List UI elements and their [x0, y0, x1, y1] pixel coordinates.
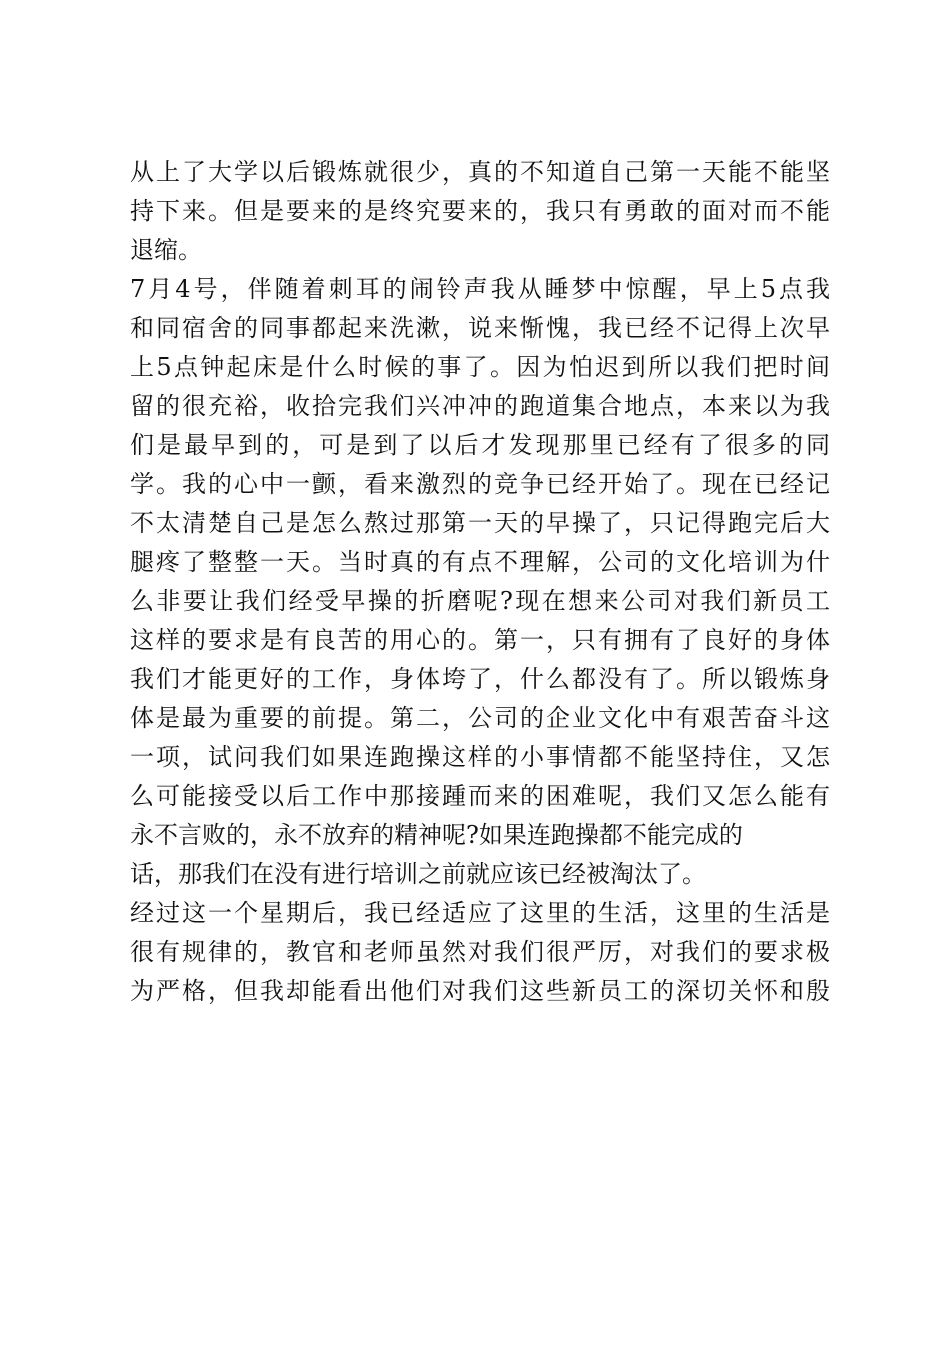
text-line: 为严格，但我却能看出他们对我们这些新员工的深切关怀和殷 [130, 977, 830, 1005]
text-line: 一项，试问我们如果连跑操这样的小事情都不能坚持住，又怎 [130, 743, 830, 771]
text-line: 么非要让我们经受早操的折磨呢?现在想来公司对我们新员工 [130, 587, 830, 615]
text-line: 很有规律的，教官和老师虽然对我们很严厉，对我们的要求极 [130, 938, 830, 966]
text-line: 7月4号，伴随着刺耳的闹铃声我从睡梦中惊醒，早上5点我 [130, 275, 830, 303]
text-line: 永不言败的，永不放弃的精神呢?如果连跑操都不能完成的 [130, 821, 743, 849]
text-line: 话，那我们在没有进行培训之前就应该已经被淘汰了。 [130, 860, 706, 888]
text-line: 经过这一个星期后，我已经适应了这里的生活，这里的生活是 [130, 899, 830, 927]
text-line: 和同宿舍的同事都起来洗漱，说来惭愧，我已经不记得上次早 [130, 314, 830, 342]
text-line: 学。我的心中一颤，看来激烈的竞争已经开始了。现在已经记 [130, 470, 830, 498]
text-line: 们是最早到的，可是到了以后才发现那里已经有了很多的同 [130, 431, 830, 459]
text-line: 么可能接受以后工作中那接踵而来的困难呢，我们又怎么能有 [130, 782, 830, 810]
text-line: 退缩。 [130, 236, 202, 264]
body-text [130, 153, 830, 1011]
text-line: 持下来。但是要来的是终究要来的，我只有勇敢的面对而不能 [130, 197, 830, 225]
text-line: 这样的要求是有良苦的用心的。第一，只有拥有了良好的身体 [130, 626, 830, 654]
text-line: 留的很充裕，收拾完我们兴冲冲的跑道集合地点，本来以为我 [130, 392, 830, 420]
text-line: 从上了大学以后锻炼就很少，真的不知道自己第一天能不能坚 [130, 158, 830, 186]
text-line: 不太清楚自己是怎么熬过那第一天的早操了，只记得跑完后大 [130, 509, 830, 537]
text-line: 体是最为重要的前提。第二，公司的企业文化中有艰苦奋斗这 [130, 704, 830, 732]
text-line: 腿疼了整整一天。当时真的有点不理解，公司的文化培训为什 [130, 548, 830, 576]
text-line: 我们才能更好的工作，身体垮了，什么都没有了。所以锻炼身 [130, 665, 830, 693]
text-line: 上5点钟起床是什么时候的事了。因为怕迟到所以我们把时间 [130, 353, 830, 381]
